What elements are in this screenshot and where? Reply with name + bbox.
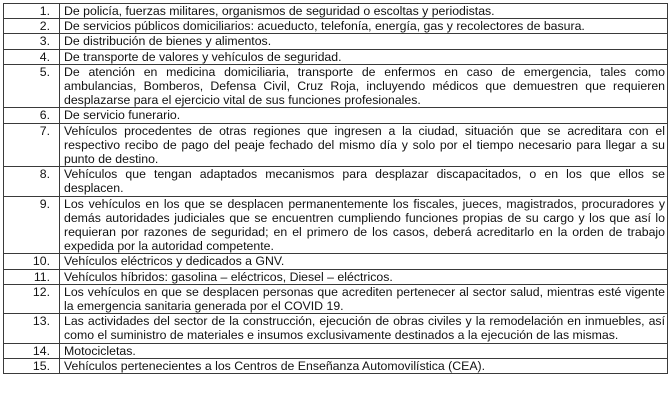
item-text: De servicio funerario. — [60, 108, 668, 123]
item-text: Los vehículos en los que se desplacen permanentemente los fiscales, jueces, magistrados, procuradores y demás autoridades judiciales que se encuentren cumpliendo funciones propias de su cargo y los que así lo requieran por razones de seguridad; en el primero de los casos, deberá acreditarlo en la orden de trabajo expedida por la autoridad competente. — [60, 196, 668, 254]
item-number: 12. — [4, 284, 60, 313]
item-text: De distribución de bienes y alimentos. — [60, 34, 668, 49]
table-row — [4, 108, 668, 123]
item-number: 8. — [4, 167, 60, 196]
item-number: 13. — [4, 314, 60, 343]
item-text: Vehículos procedentes de otras regiones que ingresen a la ciudad, situación que se acreditara con el respectivo recibo de pago del peaje fechado del mismo día y solo por el tiempo necesario para llegar a su punto de destino. — [60, 123, 668, 167]
item-text: De policía, fuerzas militares, organismos de seguridad o escoltas y periodistas. — [60, 4, 668, 19]
table-row — [4, 4, 668, 19]
item-text: Vehículos eléctricos y dedicados a GNV. — [60, 254, 668, 269]
item-number: 1. — [4, 4, 60, 19]
table-row — [4, 196, 668, 254]
item-number: 11. — [4, 269, 60, 284]
item-text: Vehículos pertenecientes a los Centros de Enseñanza Automovilística (CEA). — [60, 358, 668, 373]
item-number: 6. — [4, 108, 60, 123]
table-row — [4, 343, 668, 358]
table-row — [4, 314, 668, 343]
item-number: 5. — [4, 64, 60, 108]
exceptions-table-body — [4, 4, 668, 374]
exceptions-table — [3, 3, 668, 374]
item-number: 10. — [4, 254, 60, 269]
item-text: Los vehículos en que se desplacen personas que acrediten pertenecer al sector salud, mientras esté vigente la emergencia sanitaria generada por el COVID 19. — [60, 284, 668, 313]
item-text: De transporte de valores y vehículos de seguridad. — [60, 49, 668, 64]
table-row — [4, 167, 668, 196]
table-row — [4, 19, 668, 34]
item-number: 7. — [4, 123, 60, 167]
table-row — [4, 64, 668, 108]
item-number: 15. — [4, 358, 60, 373]
item-text: Las actividades del sector de la construcción, ejecución de obras civiles y la remodelación en inmuebles, así como el suministro de materiales e insumos exclusivamente destinados a la ejecución de las mismas. — [60, 314, 668, 343]
table-row — [4, 284, 668, 313]
table-row — [4, 269, 668, 284]
item-number: 9. — [4, 196, 60, 254]
item-text: Vehículos híbridos: gasolina – eléctricos, Diesel – eléctricos. — [60, 269, 668, 284]
item-number: 4. — [4, 49, 60, 64]
table-row — [4, 34, 668, 49]
item-number: 14. — [4, 343, 60, 358]
table-row — [4, 254, 668, 269]
item-number: 3. — [4, 34, 60, 49]
table-row — [4, 49, 668, 64]
item-text: Vehículos que tengan adaptados mecanismos para desplazar discapacitados, o en los que ellos se desplacen. — [60, 167, 668, 196]
item-text: Motocicletas. — [60, 343, 668, 358]
item-number: 2. — [4, 19, 60, 34]
item-text: De atención en medicina domiciliaria, transporte de enfermos en caso de emergencia, tales como ambulancias, Bomberos, Defensa Civil, Cruz Roja, incluyendo médicos que demuestren que requieren desplazarse para el ejercicio vital de sus funciones profesionales. — [60, 64, 668, 108]
item-text: De servicios públicos domiciliarios: acueducto, telefonía, energía, gas y recolectores de basura. — [60, 19, 668, 34]
table-row — [4, 123, 668, 167]
table-row — [4, 358, 668, 373]
